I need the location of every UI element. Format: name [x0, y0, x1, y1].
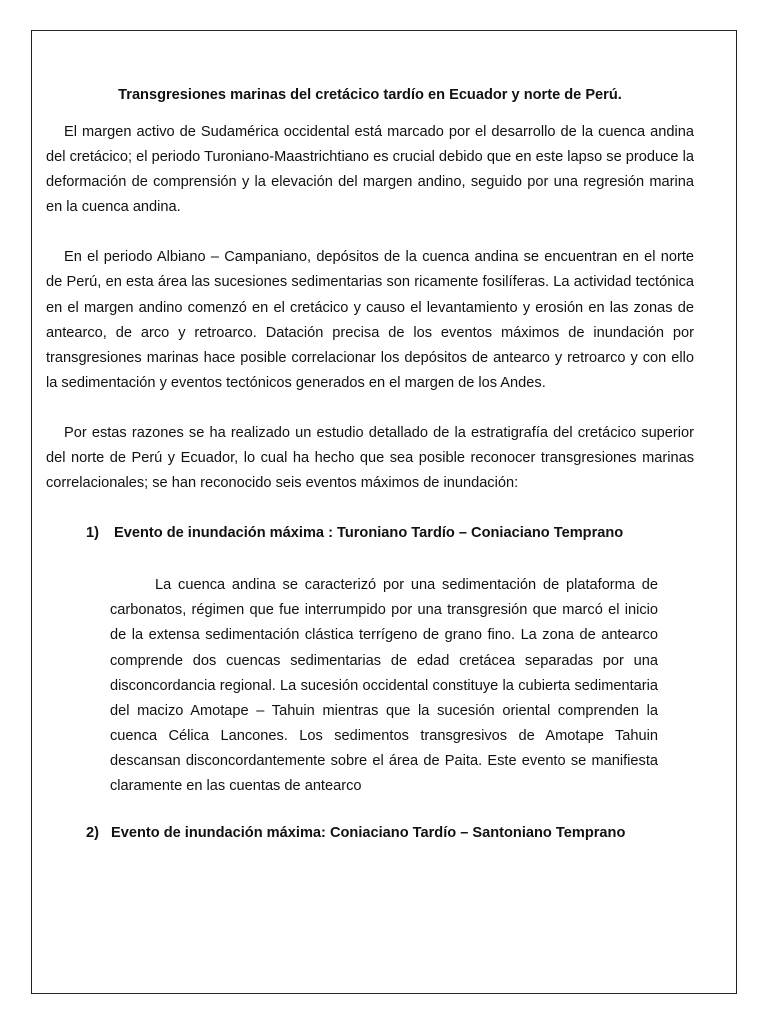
document-body — [46, 83, 694, 845]
section-heading-2 — [86, 821, 694, 845]
section-number-1: 1) — [86, 525, 99, 542]
section-heading-1 — [86, 521, 694, 545]
section-title-2: Evento de inundación máxima: Coniaciano Tardío – Santoniano Temprano — [111, 825, 626, 842]
section-body-1: La cuenca andina se caracterizó por una sedimentación de plataforma de carbonatos, régimen que fue interrumpido por una transgresión que marcó el inicio de la extensa sedimentación clástica terrígeno de grano fino. La zona de antearco comprende dos cuencas sedimentarias de edad cretácea separadas por una disconcordancia regional. La sucesión occidental constituye la cubierta sedimentaria del macizo Amotape – Tahuin mientras que la sucesión oriental comprenden la cuenca Célica Lancones. Los sedimentos transgresivos de Amotape Tahuin descansan disconcordantemente sobre el área de Paita. Este evento se manifiesta claramente en las cuentas de antearco — [110, 577, 658, 794]
paragraph-estudio: Por estas razones se ha realizado un estudio detallado de la estratigrafía del cretácico superior del norte de Perú y Ecuador, lo cual ha hecho que sea posible reconocer transgresiones marinas correlacionales; se han reconocido seis eventos máximos de inundación: — [46, 424, 694, 492]
paragraph-albiano: En el periodo Albiano – Campaniano, depósitos de la cuenca andina se encuentran en el norte de Perú, en esta área las sucesiones sedimentarias son ricamente fosilíferas. La actividad tectónica en el margen andino comenzó en el cretácico y causo el levantamiento y erosión en las zonas de antearco, de arco y retroarco. Datación precisa de los eventos máximos de inundación por transgresiones marinas hace posible correlacionar los depósitos de antearco y retroarco y con ello la sedimentación y eventos tectónicos generados en el margen de los Andes. — [46, 249, 694, 391]
section-number-2: 2) — [86, 825, 99, 842]
paragraph-intro: El margen activo de Sudamérica occidental está marcado por el desarrollo de la cuenca andina del cretácico; el periodo Turoniano-Maastrichtiano es crucial debido que en este lapso se produce la deformación de comprensión y la elevación del margen andino, seguido por una regresión marina en la cuenca andina. — [46, 124, 694, 216]
section-title-1: Evento de inundación máxima : Turoniano Tardío – Coniaciano Temprano — [114, 525, 624, 542]
document-title: Transgresiones marinas del cretácico tardío en Ecuador y norte de Perú. — [118, 87, 622, 103]
